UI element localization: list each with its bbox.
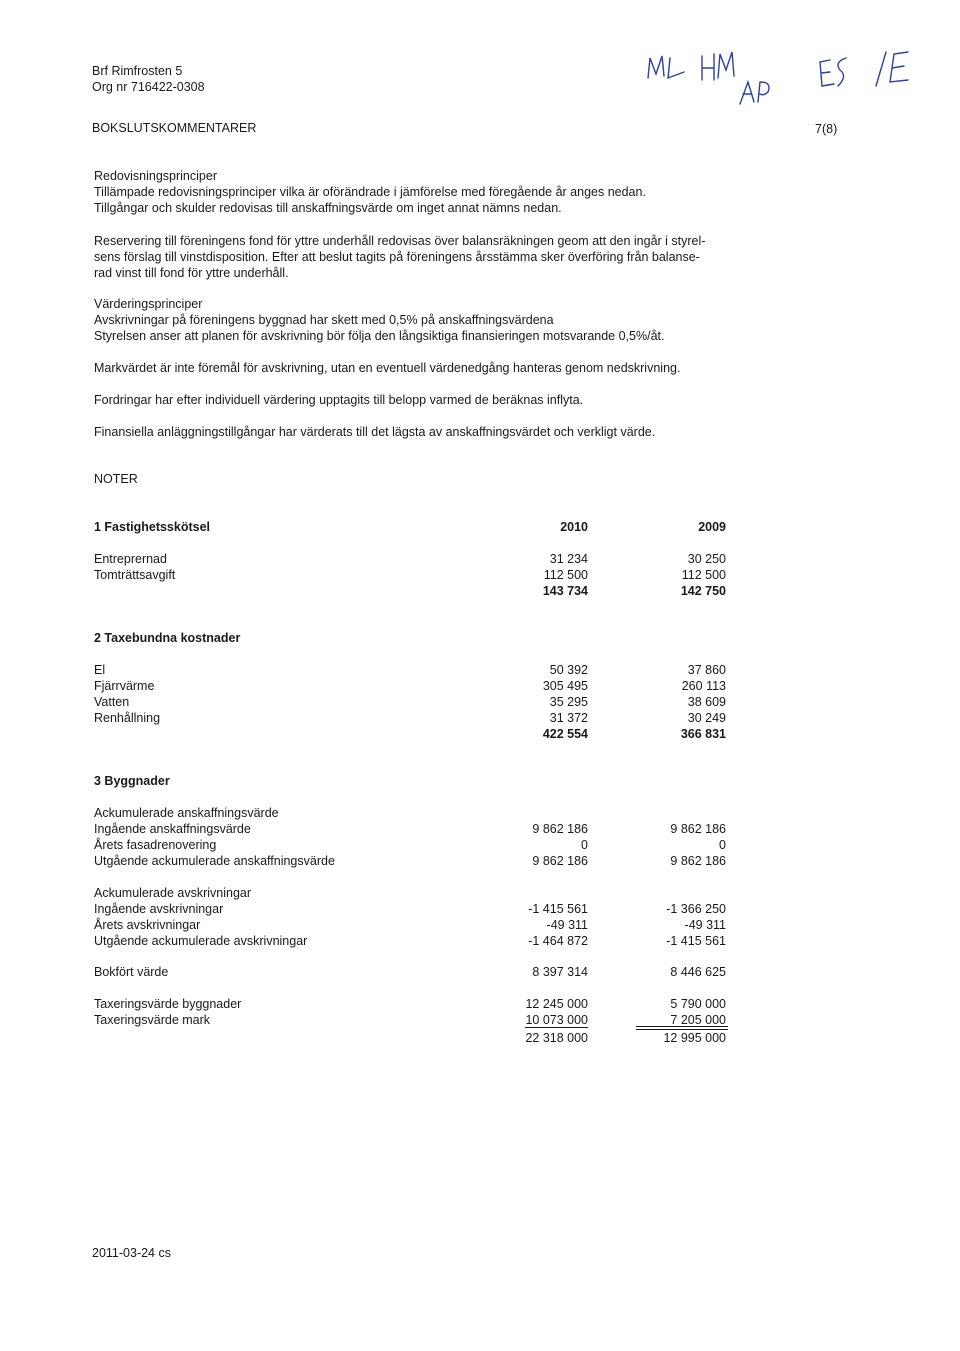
notes-heading: NOTER: [94, 472, 138, 486]
valuation-line-2: Styrelsen anser att planen för avskrivning bör följa den långsiktiga finansieringen motsvarande 0,5%/åt.: [94, 329, 665, 343]
acquisition-row-label: Ingående anskaffningsvärde: [94, 822, 251, 836]
note2-row-value-2010: 35 295: [549, 695, 588, 709]
note2-row-label: Vatten: [94, 695, 130, 709]
depreciation-row-value-2010: -1 464 872: [528, 934, 588, 948]
tax-value-total-2010: 22 318 000: [525, 1031, 588, 1045]
note2-title: 2 Taxebundna kostnader: [94, 631, 241, 645]
tax-value-total-2009: 12 995 000: [663, 1031, 726, 1045]
reserve-line-2: sens förslag till vinstdisposition. Efter att beslut tagits på föreningens årsstämma sker överföring från balanse-: [94, 250, 700, 264]
acquisition-heading: Ackumulerade anskaffningsvärde: [94, 806, 279, 820]
tax-value-row-value-2009: 5 790 000: [670, 997, 726, 1011]
reserve-line-1: Reservering till föreningens fond för yttre underhåll redovisas över balansräkningen geom att den ingår i styrel-: [94, 234, 706, 248]
receivables-text: Fordringar har efter individuell värdering upptagits till belopp varmed de beräknas inflyta.: [94, 393, 584, 407]
depreciation-row-label: Ingående avskrivningar: [94, 902, 224, 916]
tax-value-row-value-2010: 12 245 000: [525, 997, 588, 1011]
note1-row-label: Entreprernad: [94, 552, 167, 566]
note2-row-value-2009: 37 860: [687, 663, 726, 677]
note2-row-value-2009: 38 609: [687, 695, 726, 709]
valuation-heading: Värderingsprinciper: [94, 297, 203, 311]
financial-assets-text: Finansiella anläggningstillgångar har värderats till det lägsta av anskaffningsvärdet och verkligt värde.: [94, 425, 656, 439]
note2-row-label: Fjärrvärme: [94, 679, 155, 693]
acquisition-row-label: Årets fasadrenovering: [94, 838, 217, 852]
note1-row-label: Tomträttsavgift: [94, 568, 176, 582]
note3-title: 3 Byggnader: [94, 774, 170, 788]
acquisition-row-value-2010: 0: [581, 838, 588, 852]
note1-title: 1 Fastighetsskötsel: [94, 520, 211, 534]
note2-row-label: El: [94, 663, 106, 677]
depreciation-row-value-2009: -49 311: [684, 918, 726, 932]
note2-row-value-2010: 31 372: [549, 711, 588, 725]
year-2010-header: 2010: [560, 520, 588, 534]
acquisition-row-value-2010: 9 862 186: [532, 822, 588, 836]
book-value-2010: 8 397 314: [532, 965, 588, 979]
depreciation-row-value-2009: -1 415 561: [666, 934, 726, 948]
acquisition-row-value-2009: 9 862 186: [670, 854, 726, 868]
tax-value-row-value-2009: 7 205 000: [670, 1013, 726, 1027]
depreciation-row-value-2010: -49 311: [546, 918, 588, 932]
note1-row-value-2010: 31 234: [549, 552, 588, 566]
page-number: 7(8): [815, 122, 838, 136]
note1-total-2010: 143 734: [542, 584, 588, 598]
double-underline: [636, 1026, 728, 1029]
book-value-label: Bokfört värde: [94, 965, 169, 979]
note2-row-value-2009: 260 113: [681, 679, 726, 693]
principles-heading: Redovisningsprinciper: [94, 169, 217, 183]
note1-row-value-2009: 30 250: [687, 552, 726, 566]
acquisition-row-value-2009: 0: [719, 838, 726, 852]
acquisition-row-label: Utgående ackumulerade anskaffningsvärde: [94, 854, 335, 868]
note2-total-2009: 366 831: [680, 727, 726, 741]
depreciation-row-value-2010: -1 415 561: [528, 902, 588, 916]
note2-row-value-2009: 30 249: [687, 711, 726, 725]
tax-value-row-value-2010: 10 073 000: [525, 1013, 588, 1027]
section-title: BOKSLUTSKOMMENTARER: [92, 121, 257, 135]
book-value-2009: 8 446 625: [670, 965, 726, 979]
depreciation-row-value-2009: -1 366 250: [666, 902, 726, 916]
tax-value-row-label: Taxeringsvärde byggnader: [94, 997, 242, 1011]
depreciation-row-label: Utgående ackumulerade avskrivningar: [94, 934, 308, 948]
note2-total-2010: 422 554: [542, 727, 588, 741]
acquisition-row-value-2010: 9 862 186: [532, 854, 588, 868]
note2-row-value-2010: 305 495: [542, 679, 588, 693]
depreciation-row-label: Årets avskrivningar: [94, 918, 201, 932]
reserve-line-3: rad vinst till fond för yttre underhåll.: [94, 266, 289, 280]
valuation-line-1: Avskrivningar på föreningens byggnad har skett med 0,5% på anskaffningsvärdena: [94, 313, 554, 327]
footer-date: 2011-03-24 cs: [92, 1246, 171, 1260]
tax-value-row-label: Taxeringsvärde mark: [94, 1013, 211, 1027]
note2-row-value-2010: 50 392: [549, 663, 588, 677]
year-2009-header: 2009: [698, 520, 726, 534]
depreciation-heading: Ackumulerade avskrivningar: [94, 886, 252, 900]
note1-total-2009: 142 750: [680, 584, 726, 598]
note2-row-label: Renhållning: [94, 711, 161, 725]
company-name: Brf Rimfrosten 5: [92, 64, 183, 78]
org-number: Org nr 716422-0308: [92, 80, 205, 94]
note1-row-value-2010: 112 500: [543, 568, 588, 582]
principles-line-2: Tillgångar och skulder redovisas till anskaffningsvärde om inget annat nämns nedan.: [94, 201, 562, 215]
acquisition-row-value-2009: 9 862 186: [670, 822, 726, 836]
handwritten-initials: [640, 40, 940, 110]
principles-line-1: Tillämpade redovisningsprinciper vilka är oförändrade i jämförelse med föregående år anges nedan.: [94, 185, 646, 199]
note1-row-value-2009: 112 500: [681, 568, 726, 582]
market-value-text: Markvärdet är inte föremål för avskrivning, utan en eventuell värdenedgång hanteras genom nedskrivning.: [94, 361, 681, 375]
